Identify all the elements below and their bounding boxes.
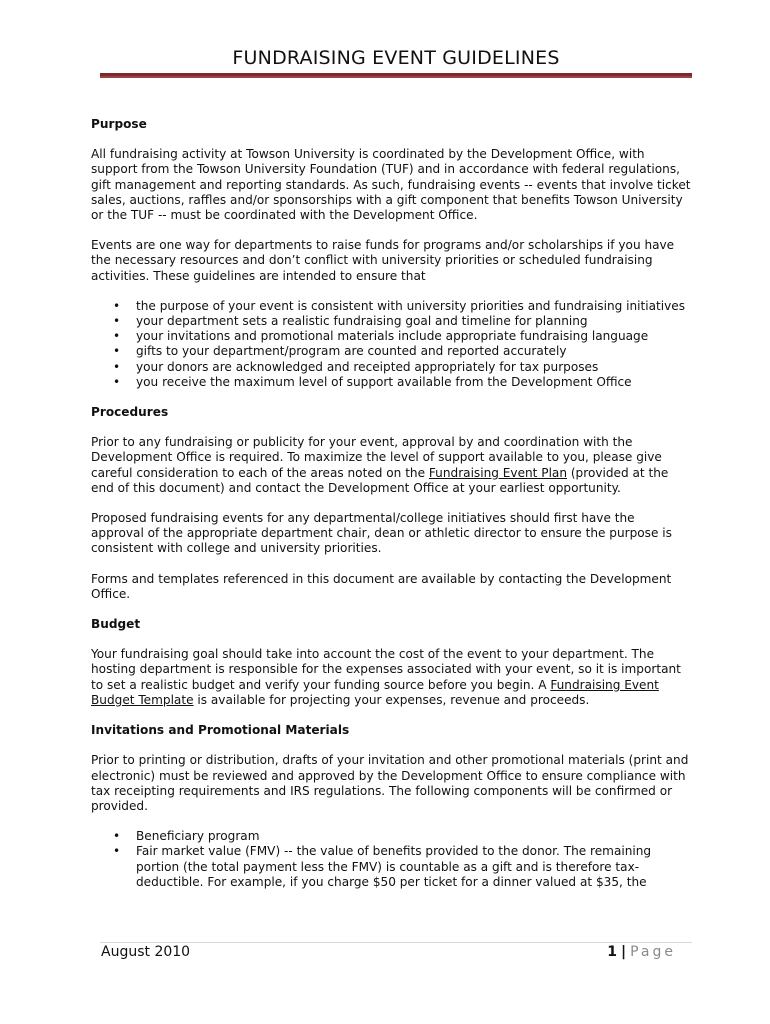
list-item [91, 344, 691, 359]
paragraph-text: (provided at the end of this document) and contact the Development Office at your earliest opportunity. [91, 465, 669, 495]
list-item-text: you receive the maximum level of support available from the Development Office [136, 374, 632, 389]
list-item [91, 314, 691, 329]
bullet-icon: • [113, 844, 121, 859]
paragraph-text: Your fundraising goal should take into account the cost of the event to your department. The hosting department is responsible for the expenses associated with your event, so it is important to set a realistic budget and verify your funding source before you begin. A [91, 647, 681, 692]
fundraising-event-plan-link[interactable]: Fundraising Event Plan [428, 465, 567, 480]
document-body [91, 117, 691, 905]
section-heading-procedures: Procedures [91, 405, 169, 420]
list-item [91, 375, 691, 390]
footer-date: August 2010 [101, 944, 191, 960]
fundraising-event-budget-template-link[interactable]: Fundraising Event Budget Template [91, 677, 659, 707]
footer-rule [100, 942, 692, 943]
purpose-bullet-list [91, 299, 691, 390]
list-item-text: the purpose of your event is consistent with university priorities and fundraising initiatives [136, 298, 686, 313]
bullet-icon: • [113, 374, 121, 389]
list-item [91, 299, 691, 314]
page-title: FUNDRAISING EVENT GUIDELINES [232, 47, 560, 69]
bullet-icon: • [113, 344, 121, 359]
list-item [91, 329, 691, 344]
page-number [607, 944, 676, 960]
page-word: Page [630, 944, 676, 960]
page-separator: | [620, 944, 627, 960]
bullet-icon: • [113, 359, 121, 374]
procedures-paragraph-2: Proposed fundraising events for any departmental/college initiatives should first have the approval of the appropriate department chair, dean or athletic director to ensure the purpose is consistent with college and university priorities. [91, 511, 672, 556]
section-heading-invitations: Invitations and Promotional Materials [91, 723, 350, 738]
invitations-bullet-list [91, 829, 691, 890]
paragraph-text: Prior to any fundraising or publicity for your event, approval by and coordination with the Development Office is required. To maximize the level of support available to you, please give careful consideration to each of the areas noted on the [91, 435, 662, 480]
bullet-icon: • [113, 314, 121, 329]
bullet-icon: • [113, 329, 121, 344]
list-item [91, 829, 691, 844]
procedures-paragraph-3: Forms and templates referenced in this document are available by contacting the Development Office. [91, 571, 672, 601]
budget-paragraph-1 [91, 647, 691, 708]
list-item-text: your invitations and promotional materials include appropriate fundraising language [136, 329, 649, 344]
section-heading-budget: Budget [91, 617, 141, 632]
paragraph-text: is available for projecting your expenses, revenue and proceeds. [193, 692, 590, 707]
list-item-text: Beneficiary program [136, 829, 260, 844]
title-rule [100, 73, 692, 78]
list-item-text: gifts to your department/program are counted and reported accurately [136, 344, 567, 359]
bullet-icon: • [113, 829, 121, 844]
list-item-text: your donors are acknowledged and receipted appropriately for tax purposes [136, 359, 599, 374]
procedures-paragraph-1 [91, 435, 691, 496]
purpose-paragraph-2: Events are one way for departments to raise funds for programs and/or scholarships if you have the necessary resources and don’t conflict with university priorities or scheduled fundraising activities. These guidelines are intended to ensure that [91, 238, 675, 283]
list-item-text: your department sets a realistic fundraising goal and timeline for planning [136, 314, 588, 329]
list-item-text: Fair market value (FMV) -- the value of benefits provided to the donor. The remaining portion (the total payment less the FMV) is countable as a gift and is therefore tax-deductible. For example, if you charge $50 per ticket for a dinner valued at $35, the [136, 844, 652, 889]
list-item [91, 360, 691, 375]
list-item [91, 844, 691, 890]
page-number-value: 1 [607, 944, 617, 960]
bullet-icon: • [113, 298, 121, 313]
purpose-paragraph-1: All fundraising activity at Towson University is coordinated by the Development Office, with support from the Towson University Foundation (TUF) and in accordance with federal regulations, gift management and reporting standards. As such, fundraising events -- events that involve ticket sales, auctions, raffles and/or sponsorships with a gift component that benefits Towson University or the TUF -- must be coordinated with the Development Office. [91, 147, 691, 223]
invitations-paragraph-1: Prior to printing or distribution, drafts of your invitation and other promotional materials (print and electronic) must be reviewed and approved by the Development Office to ensure compliance with tax receipting requirements and IRS regulations. The following components will be confirmed or provided. [91, 753, 689, 813]
section-heading-purpose: Purpose [91, 117, 147, 131]
